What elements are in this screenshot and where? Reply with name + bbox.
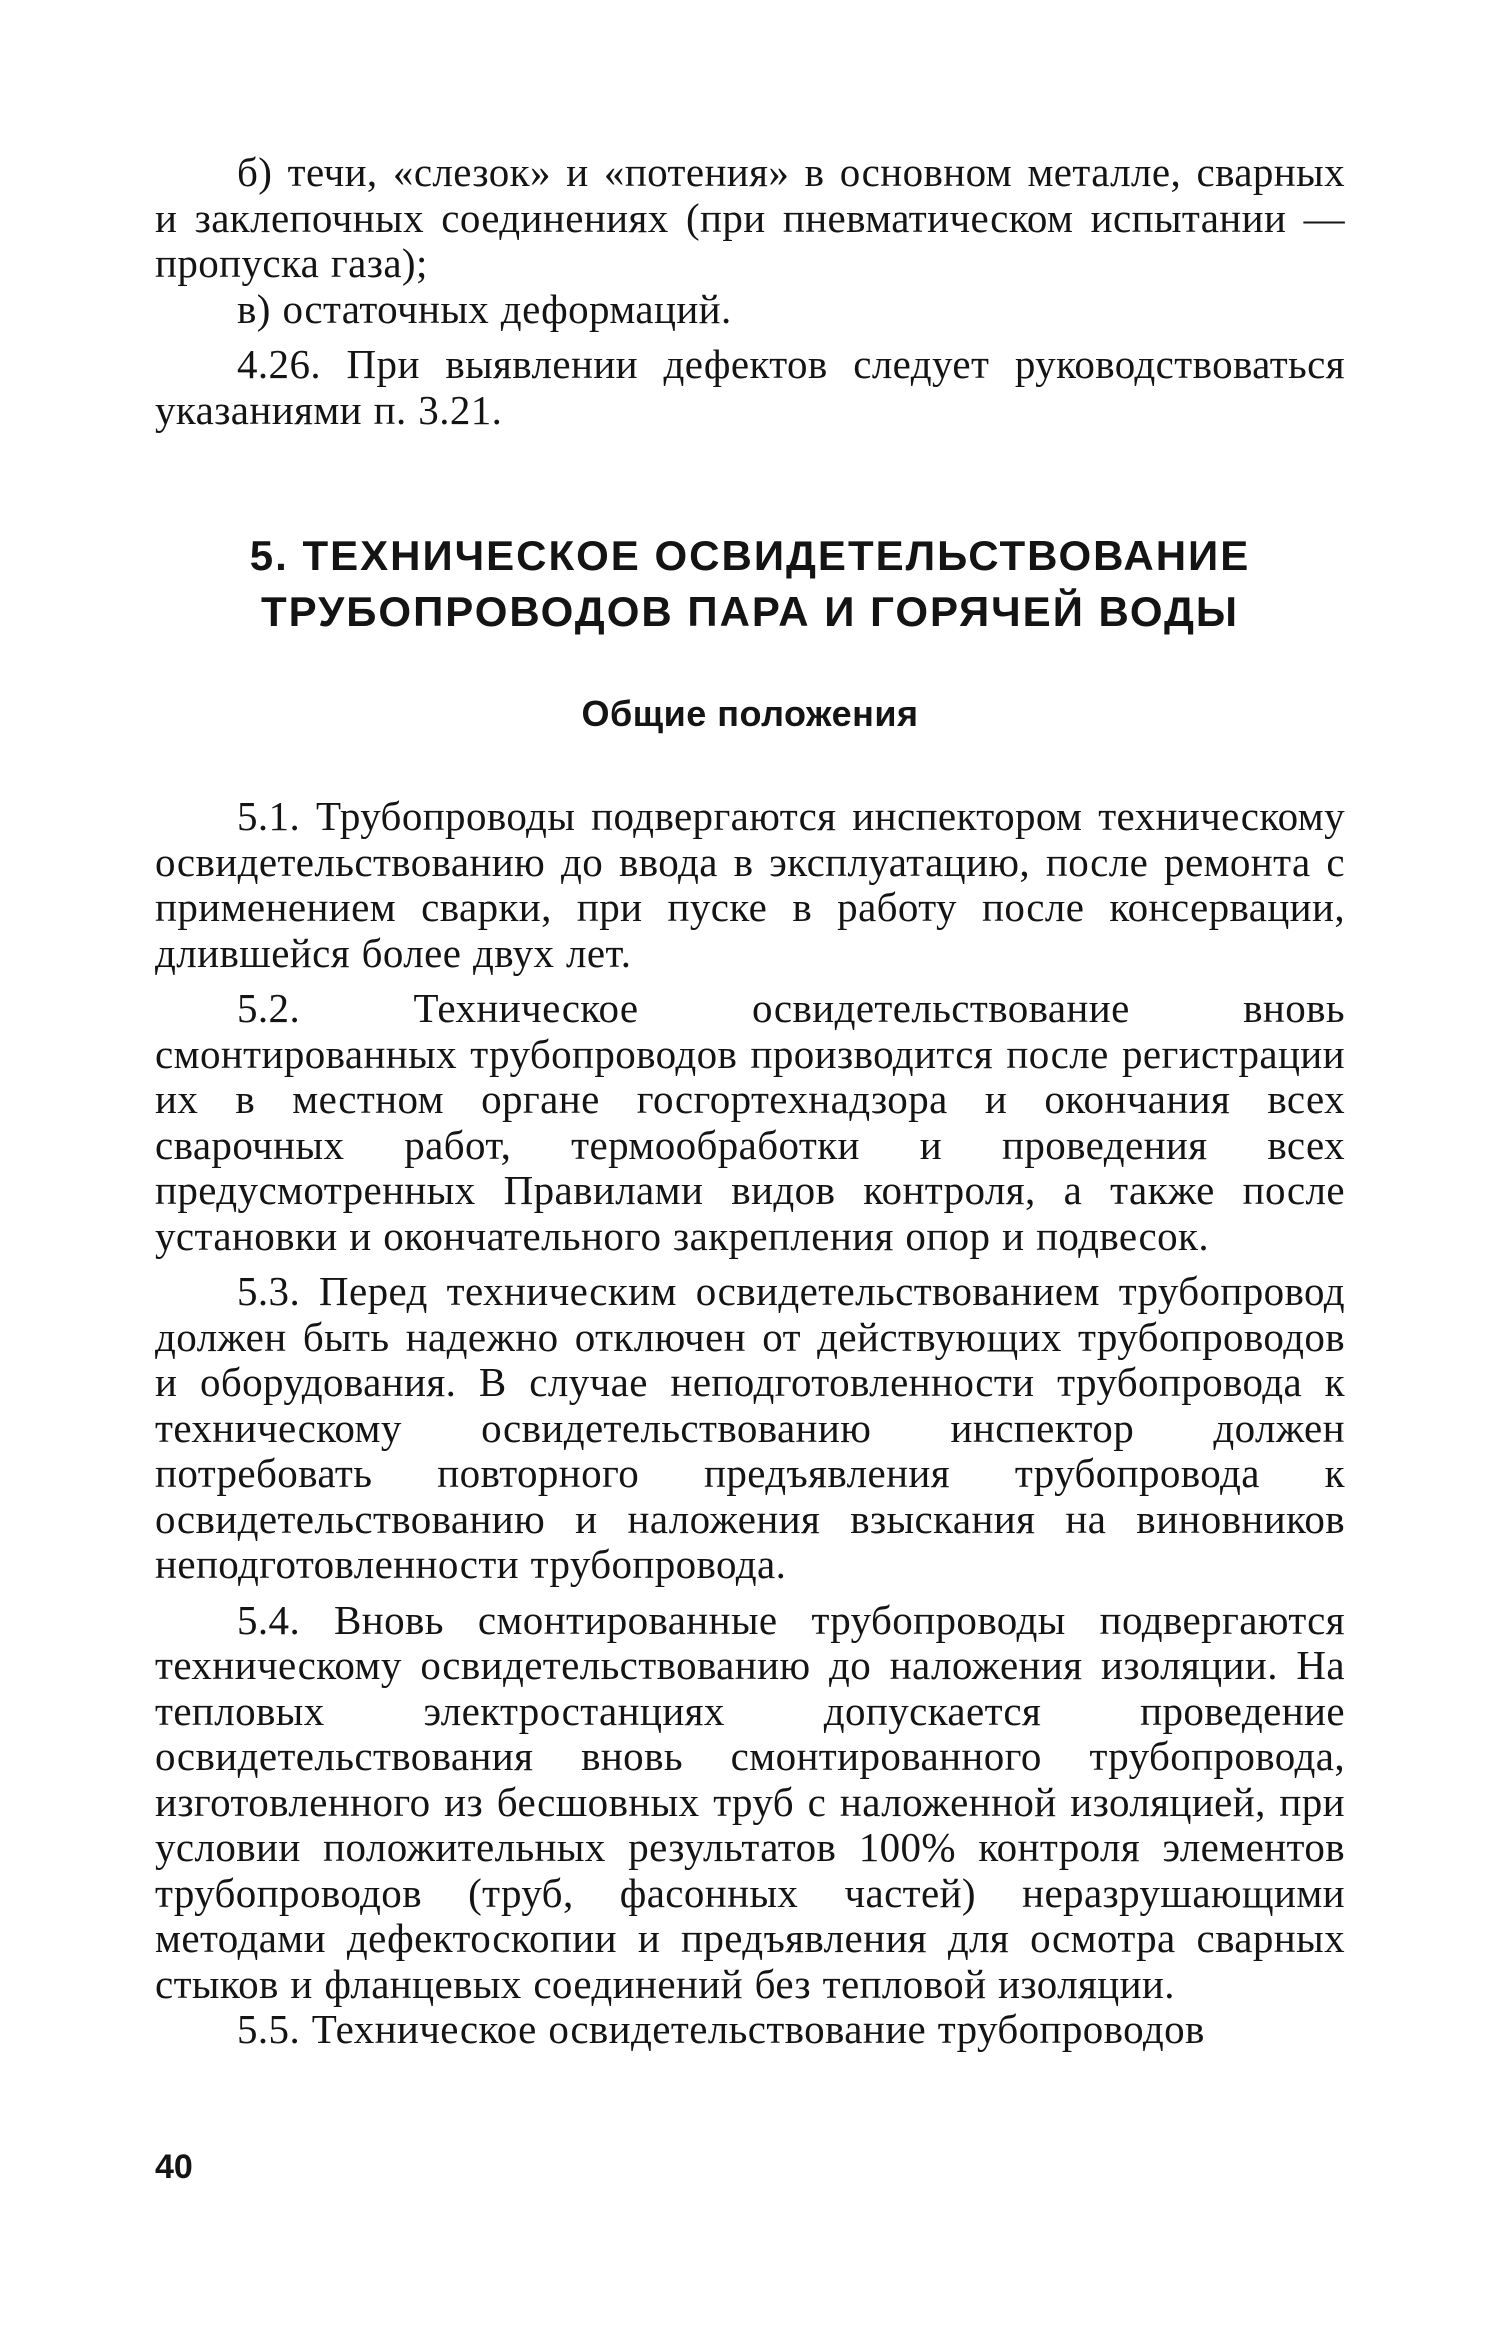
paragraph-b: б) течи, «слезок» и «потения» в основном металле, сварных и заклепочных соединениях (при пневматическом испытании — пропуска газа); [155,149,1345,286]
paragraph-v: в) остаточных деформаций. [237,285,732,332]
section-title-line-2: ТРУБОПРОВОДОВ ПАРА И ГОРЯЧЕЙ ВОДЫ [260,588,1239,635]
paragraph-5-4: 5.4. Вновь смонтированные трубопроводы подвергаются техническому освидетельствованию до наложения изоляции. На тепловых электростанциях допускается проведение освидетельствования вновь смонтированного трубопровода, изготовленного из бесшовных труб с наложенной изоляцией, при условии положительных результатов 100% контроля элементов трубопроводов (труб, фасонных частей) неразрушающими методами дефектоскопии и предъявления для осмотра сварных стыков и фланцевых соединений без тепловой изоляции. [155,1596,1345,2007]
page-content [155,150,1345,2053]
section-title-line-1: 5. ТЕХНИЧЕСКОЕ ОСВИДЕТЕЛЬСТВОВАНИЕ [249,532,1251,579]
paragraph-4-26: 4.26. При выявлении дефектов следует руководствоваться указаниями п. 3.21. [155,341,1345,433]
paragraph-5-3: 5.3. Перед техническим освидетельствованием трубопровод должен быть надежно отключен от действующих трубопроводов и оборудования. В случае неподготовленности трубопровода к техническому освидетельствованию инспектор должен потребовать повторного предъявления трубопровода к освидетельствованию и наложения взыскания на виновников неподготовленности трубопровода. [155,1268,1345,1587]
page-number: 40 [155,2148,193,2186]
paragraph-5-1: 5.1. Трубопроводы подвергаются инспектором техническому освидетельствованию до ввода в эксплуатацию, после ремонта с применением сварки, при пуске в работу после консервации, длившейся более двух лет. [155,793,1345,976]
paragraph-5-2: 5.2. Техническое освидетельствование вновь смонтированных трубопроводов производится после регистрации их в местном органе госгортехнадзора и окончания всех сварочных работ, термообработки и проведения всех предусмотренных Правилами видов контроля, а также после установки и окончательного закрепления опор и подвесок. [155,985,1345,1259]
section-title [155,528,1345,640]
section-subtitle: Общие положения [581,693,919,734]
paragraph-5-5: 5.5. Техническое освидетельствование трубопроводов [237,2006,1205,2052]
